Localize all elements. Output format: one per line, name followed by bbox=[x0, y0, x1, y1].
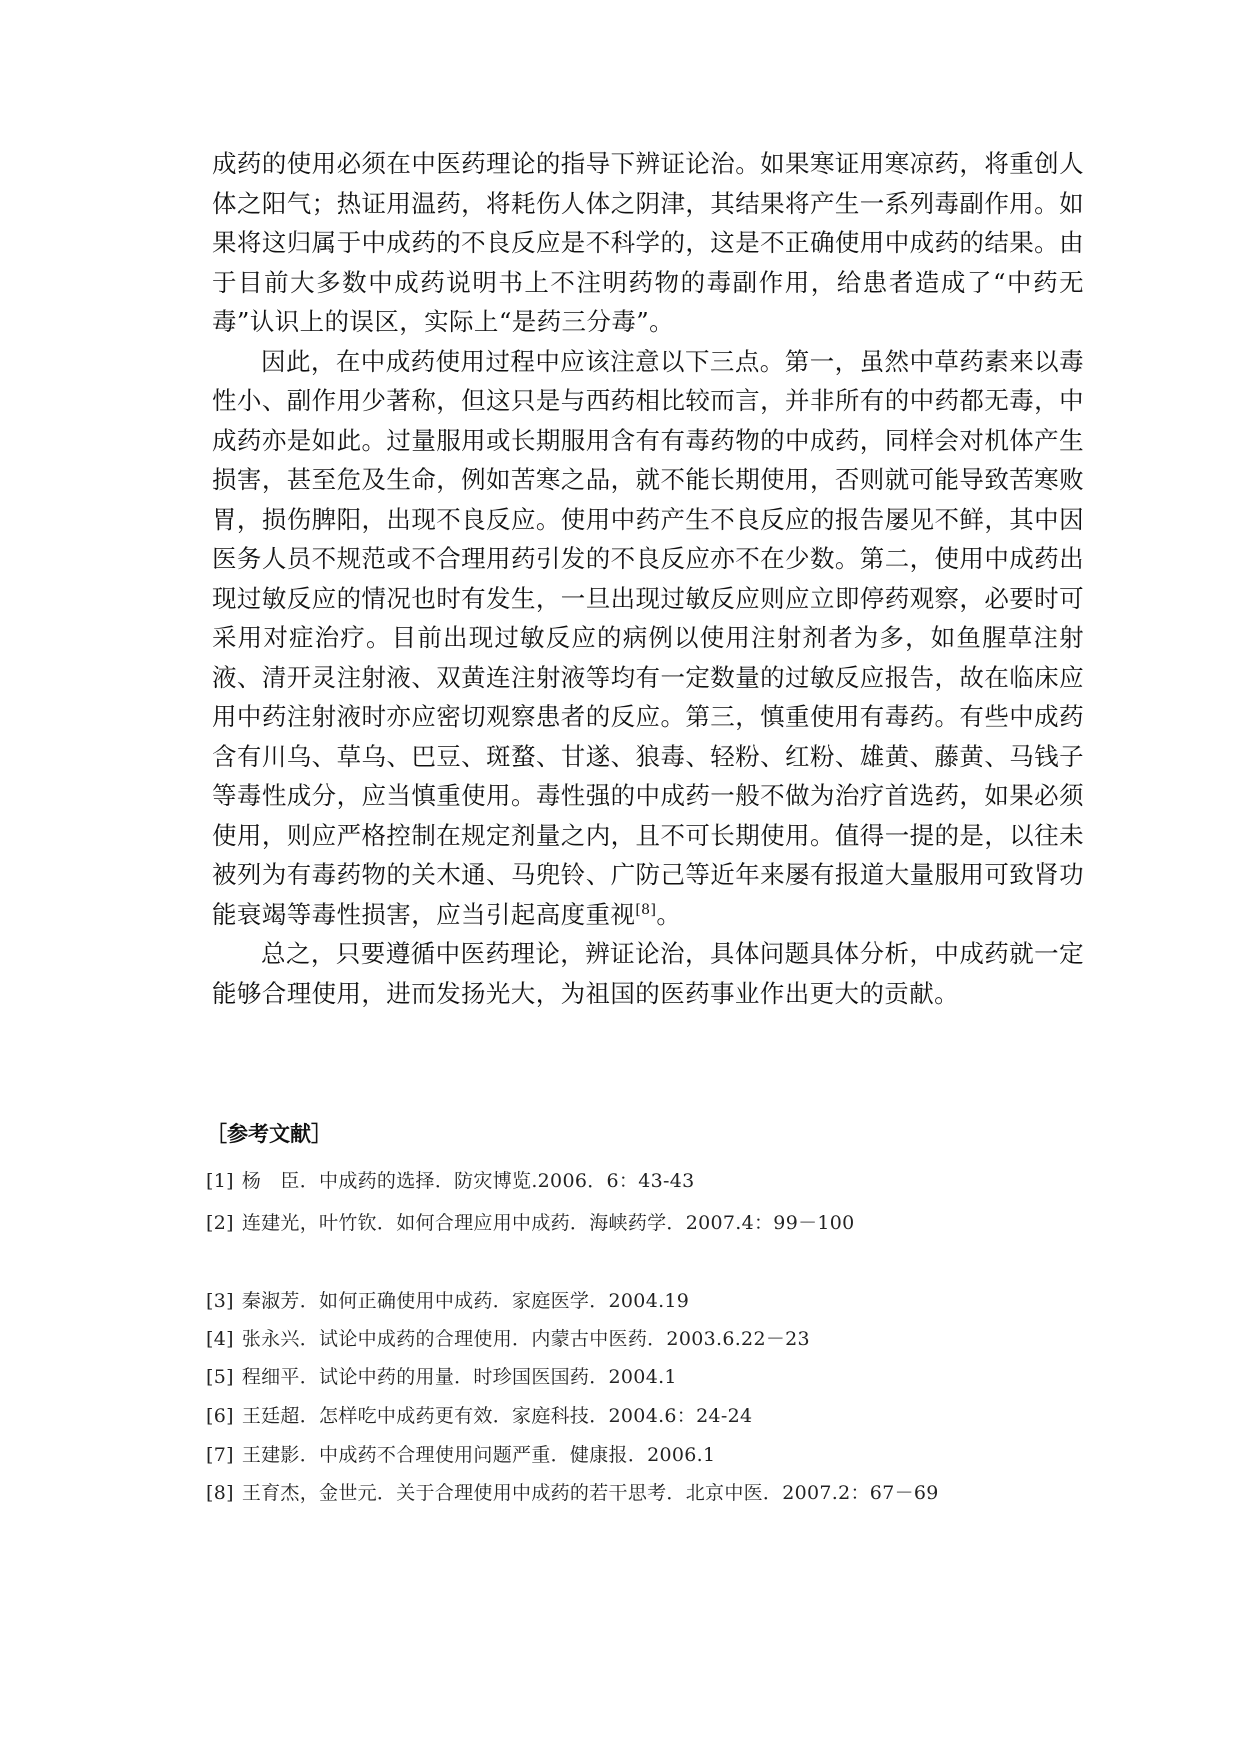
reference-text: 杨 臣．中成药的选择．防灾博览.2006．6：43-43 bbox=[241, 1170, 695, 1192]
reference-item bbox=[206, 1362, 677, 1389]
reference-number: [5] bbox=[206, 1366, 234, 1388]
reference-text: 程细平．试论中药的用量．时珍国医国药．2004.1 bbox=[241, 1366, 677, 1388]
paragraph-2-text: 因此，在中成药使用过程中应该注意以下三点。第一，虽然中草药素来以毒性小、副作用少著称，但这只是与西药相比较而言，并非所有的中药都无毒，中成药亦是如此。过量服用或长期服用含有有毒药物的中成药，同样会对机体产生损害，甚至危及生命，例如苦寒之品，就不能长期使用，否则就可能导致苦寒败胃，损伤脾阳，出现不良反应。使用中药产生不良反应的报告屡见不鲜，其中因医务人员不规范或不合理用药引发的不良反应亦不在少数。第二，使用中成药出现过敏反应的情况也时有发生，一旦出现过敏反应则应立即停药观察，必要时可采用对症治疗。目前出现过敏反应的病例以使用注射剂者为多，如鱼腥草注射液、清开灵注射液、双黄连注射液等均有一定数量的过敏反应报告，故在临床应用中药注射液时亦应密切观察患者的反应。第三，慎重使用有毒药。有些中成药含有川乌、草乌、巴豆、斑蝥、甘遂、狼毒、轻粉、红粉、雄黄、藤黄、马钱子等毒性成分，应当慎重使用。毒性强的中成药一般不做为治疗首选药，如果必须使用，则应严格控制在规定剂量之内，且不可长期使用。值得一提的是，以往未被列为有毒药物的关木通、马兜铃、广防己等近年来屡有报道大量服用可致肾功能衰竭等毒性损害，应当引起高度重视 bbox=[212, 346, 1084, 929]
reference-number: [7] bbox=[206, 1444, 234, 1466]
reference-number: [6] bbox=[206, 1405, 234, 1427]
reference-item bbox=[206, 1286, 689, 1313]
reference-number: [3] bbox=[206, 1290, 234, 1312]
reference-item bbox=[206, 1478, 939, 1505]
reference-text: 王育杰，金世元．关于合理使用中成药的若干思考．北京中医．2007.2：67－69 bbox=[241, 1482, 939, 1504]
reference-text: 连建光，叶竹钦．如何合理应用中成药．海峡药学．2007.4：99－100 bbox=[241, 1212, 855, 1234]
reference-number: [2] bbox=[206, 1212, 234, 1234]
references-heading: ［参考文献］ bbox=[206, 1121, 332, 1146]
reference-item bbox=[206, 1440, 715, 1467]
reference-text: 王建影．中成药不合理使用问题严重．健康报．2006.1 bbox=[241, 1444, 716, 1466]
reference-number: [8] bbox=[206, 1482, 234, 1504]
citation-8: [8] bbox=[635, 901, 657, 918]
paragraph-3: 总之，只要遵循中医药理论，辨证论治，具体问题具体分析，中成药就一定能够合理使用，进而发扬光大，为祖国的医药事业作出更大的贡献。 bbox=[212, 939, 1084, 1008]
reference-text: 秦淑芳．如何正确使用中成药．家庭医学．2004.19 bbox=[241, 1290, 690, 1312]
reference-item bbox=[206, 1401, 752, 1428]
reference-item bbox=[206, 1324, 810, 1351]
paragraph-2-end: 。 bbox=[656, 899, 682, 929]
paragraph-2 bbox=[212, 342, 1084, 935]
reference-item bbox=[206, 1208, 855, 1235]
paragraph-1: 成药的使用必须在中医药理论的指导下辨证论治。如果寒证用寒凉药，将重创人体之阳气；热证用温药，将耗伤人体之阴津，其结果将产生一系列毒副作用。如果将这归属于中成药的不良反应是不科学的，这是不正确使用中成药的结果。由于目前大多数中成药说明书上不注明药物的毒副作用，给患者造成了“中药无毒”认识上的误区，实际上“是药三分毒”。 bbox=[212, 149, 1084, 336]
reference-item bbox=[206, 1166, 694, 1193]
article-body bbox=[212, 144, 1084, 1013]
reference-text: 张永兴．试论中成药的合理使用．内蒙古中医药．2003.6.22－23 bbox=[241, 1328, 810, 1350]
reference-number: [1] bbox=[206, 1170, 234, 1192]
reference-number: [4] bbox=[206, 1328, 234, 1350]
reference-text: 王廷超．怎样吃中成药更有效．家庭科技．2004.6：24-24 bbox=[241, 1405, 753, 1427]
